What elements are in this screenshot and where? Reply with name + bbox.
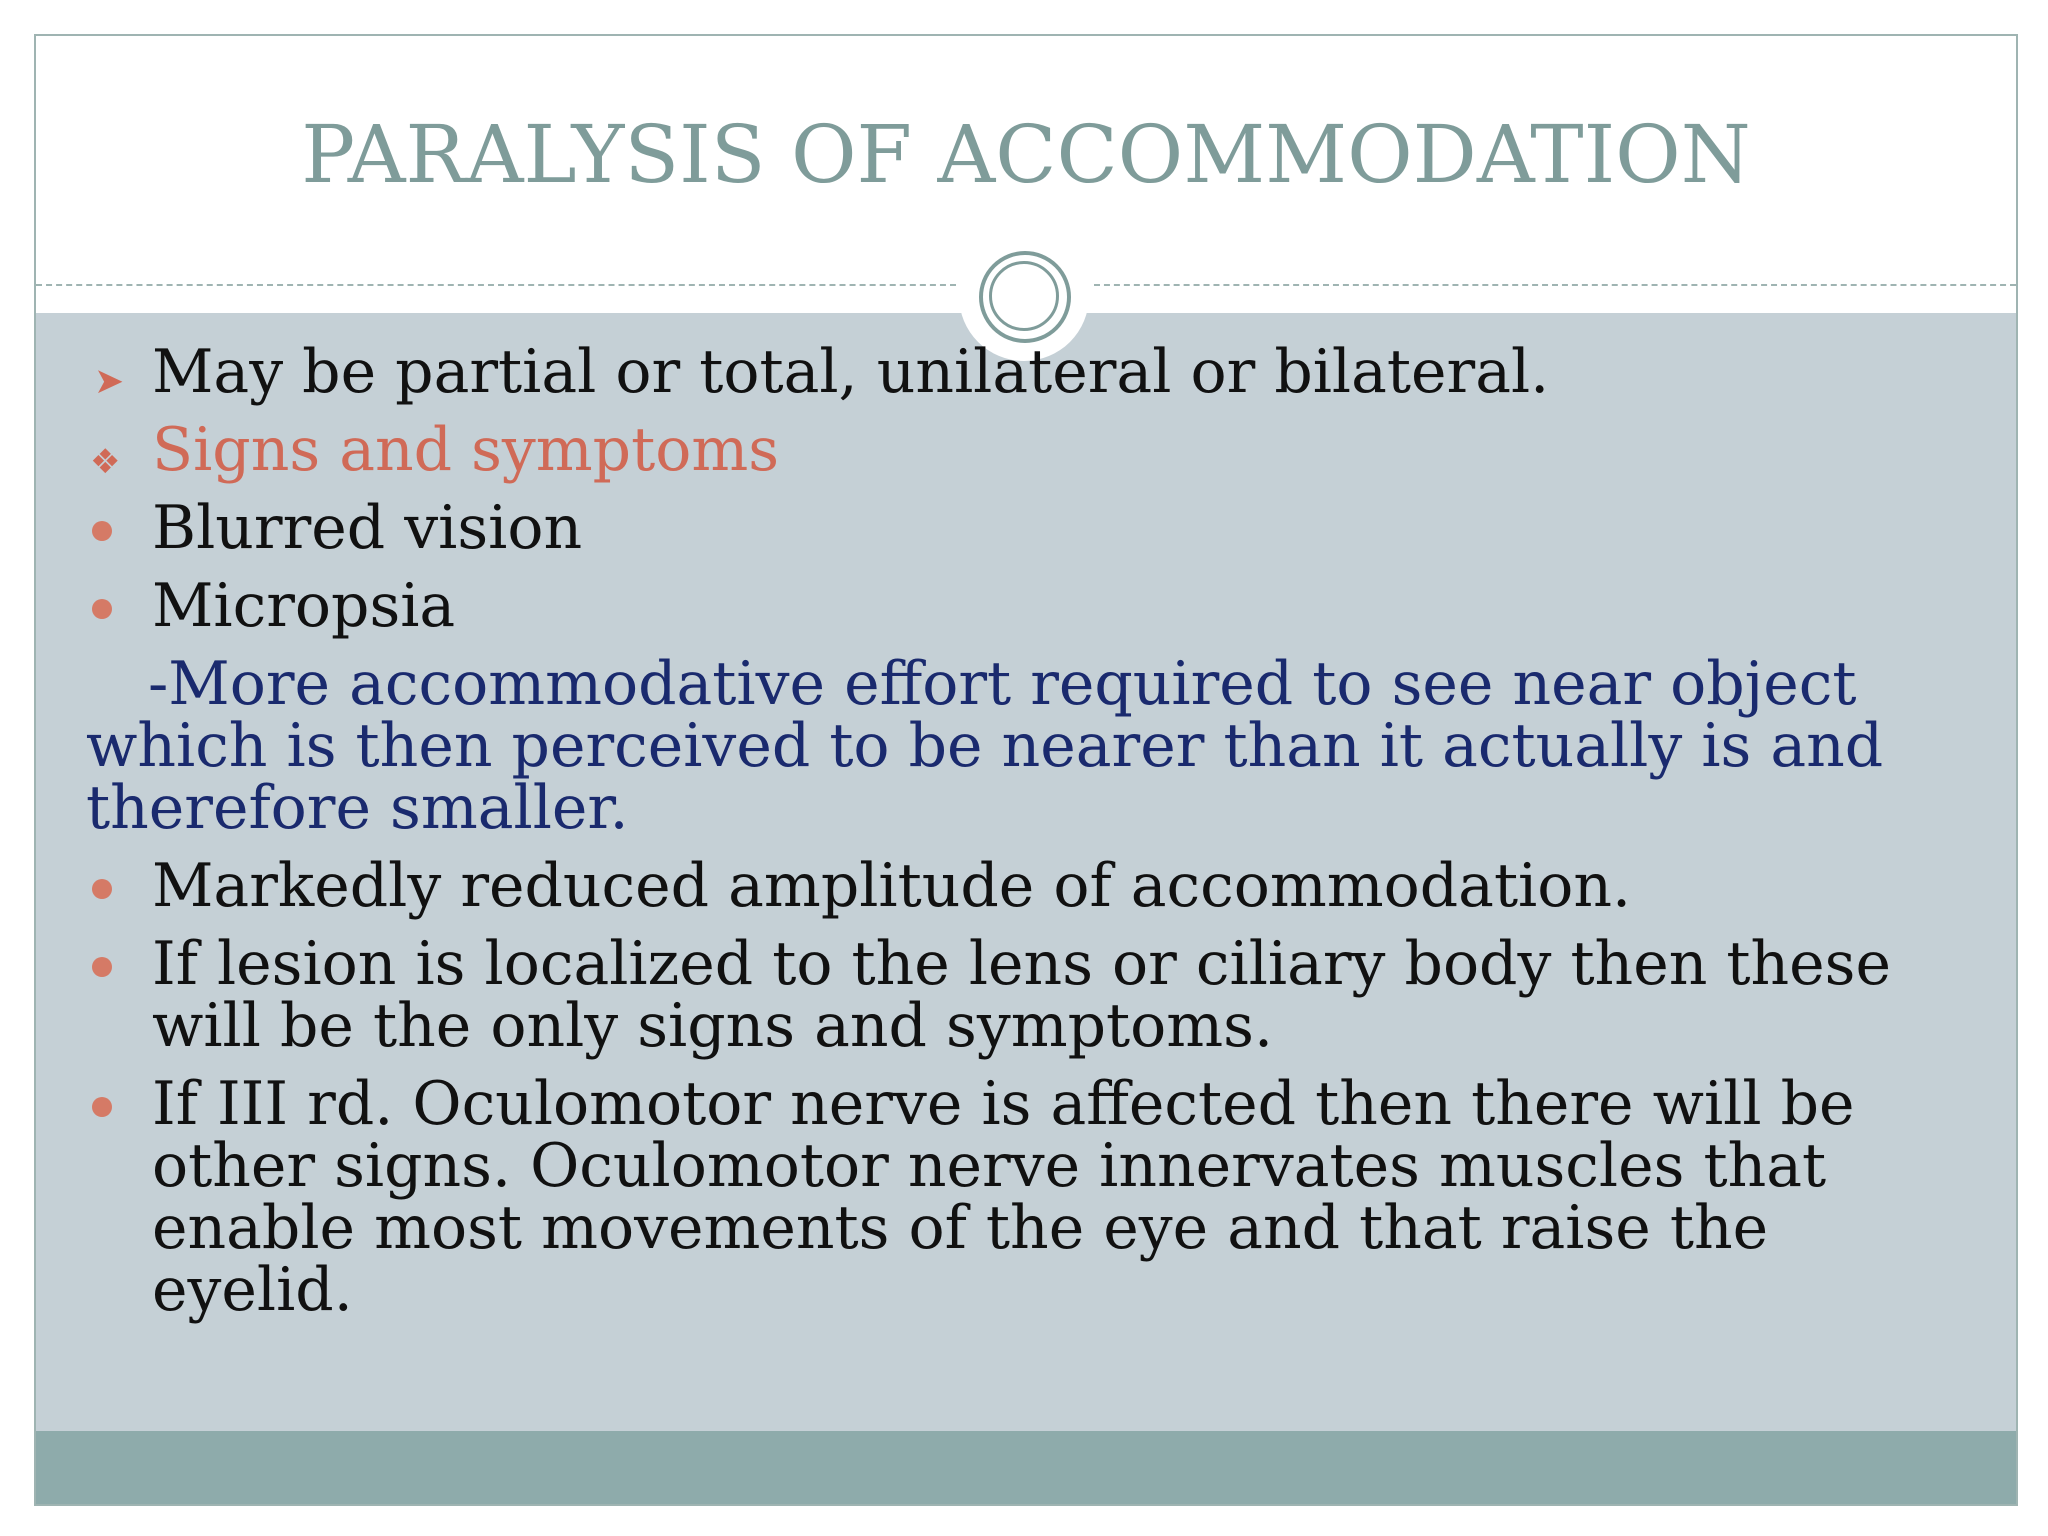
bullet-text: Micropsia: [152, 571, 456, 641]
arrow-icon: ➤: [94, 361, 125, 402]
dot-icon: [92, 1097, 112, 1117]
slide: [34, 34, 2018, 1506]
dot-icon: [92, 521, 112, 541]
bullet-text: Markedly reduced amplitude of accommodation.: [152, 851, 1632, 921]
bullet-text: Blurred vision: [152, 493, 583, 563]
bullet-text: If III rd. Oculomotor nerve is affected then there will be other signs. Oculomotor nerve innervates muscles that enable most movements of the eye and that raise the eyelid.: [152, 1069, 1855, 1325]
bullet-item: [86, 851, 1986, 921]
section-heading-text: Signs and symptoms: [152, 415, 780, 485]
bullet-item: [86, 1069, 1986, 1325]
divider-circle-icon: [979, 251, 1071, 343]
slide-content: [86, 337, 1986, 1337]
dot-icon: [92, 957, 112, 977]
bullet-text: May be partial or total, unilateral or bilateral.: [152, 337, 1550, 407]
dot-icon: [92, 599, 112, 619]
micropsia-note: -More accommodative effort required to see near object which is then perceived to be nearer than it actually is and therefore smaller.: [86, 649, 1884, 843]
title-divider-left: [36, 284, 956, 286]
section-heading: [86, 415, 1986, 485]
bullet-item: [86, 493, 1986, 563]
bullet-item: [86, 929, 1986, 1061]
bullet-item: [86, 571, 1986, 641]
slide-title: PARALYSIS OF ACCOMMODATION: [301, 108, 1751, 201]
bullet-text: If lesion is localized to the lens or ciliary body then these will be the only signs and symptoms.: [152, 929, 1891, 1061]
dot-icon: [92, 879, 112, 899]
title-divider-right: [1094, 284, 2016, 286]
footer-band: [36, 1431, 2016, 1504]
bullet-item: [86, 337, 1986, 407]
diamond-icon: ❖: [90, 442, 121, 482]
